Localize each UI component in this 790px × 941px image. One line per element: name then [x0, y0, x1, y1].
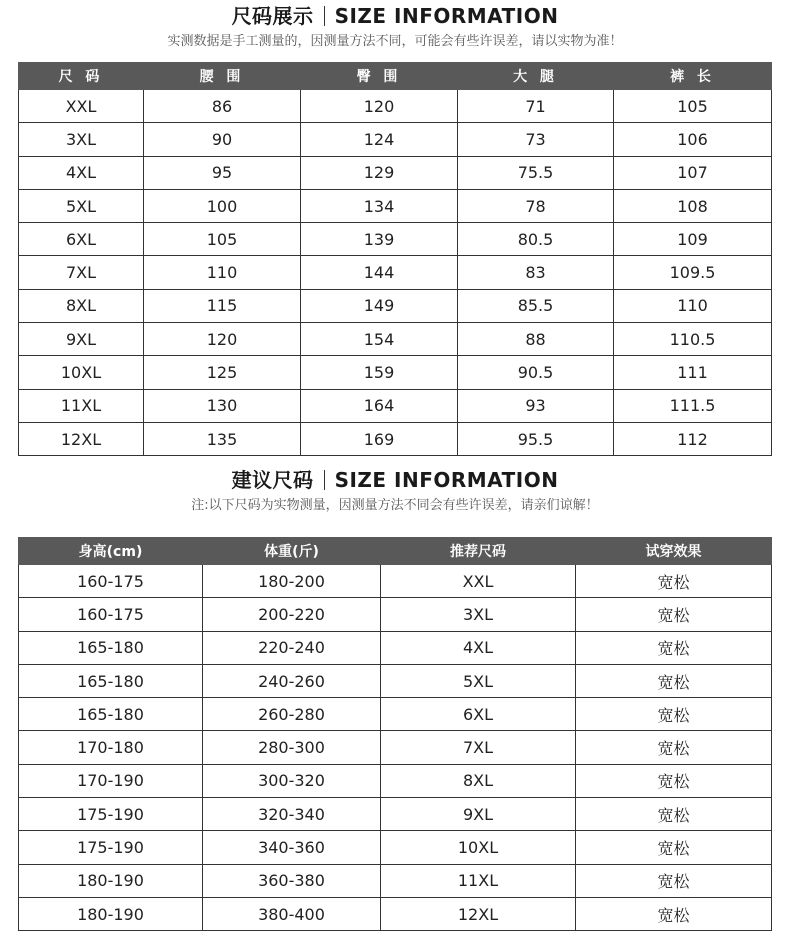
recommend-title: [0, 464, 790, 493]
cell-recommended-size: 6XL: [381, 698, 576, 731]
table-row: [19, 123, 772, 156]
recommend-title-en: SIZE INFORMATION: [334, 468, 559, 492]
size-info-title: [0, 0, 790, 29]
cell-hip: 169: [301, 422, 458, 455]
col-header-size: 尺 码: [19, 63, 144, 90]
cell-weight: 380-400: [203, 897, 381, 930]
cell-weight: 320-340: [203, 798, 381, 831]
cell-weight: 280-300: [203, 731, 381, 764]
table-row: [19, 223, 772, 256]
size-info-title-cn: 尺码展示: [231, 4, 314, 28]
cell-length: 111.5: [614, 389, 772, 422]
cell-thigh: 85.5: [458, 289, 614, 322]
cell-size: 5XL: [19, 189, 144, 222]
cell-height: 160-175: [19, 598, 203, 631]
cell-fit: 宽松: [576, 897, 772, 930]
cell-recommended-size: 9XL: [381, 798, 576, 831]
cell-hip: 139: [301, 223, 458, 256]
cell-length: 112: [614, 422, 772, 455]
table-row: [19, 289, 772, 322]
cell-length: 109.5: [614, 256, 772, 289]
cell-length: 107: [614, 156, 772, 189]
col-header-recommended-size: 推荐尺码: [381, 538, 576, 565]
cell-size: 7XL: [19, 256, 144, 289]
cell-weight: 340-360: [203, 831, 381, 864]
cell-fit: 宽松: [576, 565, 772, 598]
cell-size: 9XL: [19, 323, 144, 356]
cell-fit: 宽松: [576, 698, 772, 731]
cell-hip: 154: [301, 323, 458, 356]
cell-height: 165-180: [19, 631, 203, 664]
table-row: [19, 764, 772, 797]
cell-weight: 260-280: [203, 698, 381, 731]
cell-recommended-size: 11XL: [381, 864, 576, 897]
recommend-note: 注:以下尺码为实物测量，因测量方法不同会有些许误差，请亲们谅解！: [191, 498, 599, 513]
cell-recommended-size: 8XL: [381, 764, 576, 797]
cell-height: 175-190: [19, 798, 203, 831]
cell-waist: 110: [144, 256, 301, 289]
cell-thigh: 78: [458, 189, 614, 222]
cell-thigh: 75.5: [458, 156, 614, 189]
cell-weight: 220-240: [203, 631, 381, 664]
cell-size: 12XL: [19, 422, 144, 455]
cell-waist: 90: [144, 123, 301, 156]
cell-fit: 宽松: [576, 764, 772, 797]
cell-thigh: 73: [458, 123, 614, 156]
cell-thigh: 95.5: [458, 422, 614, 455]
cell-waist: 130: [144, 389, 301, 422]
cell-hip: 124: [301, 123, 458, 156]
table-row: [19, 156, 772, 189]
cell-waist: 135: [144, 422, 301, 455]
cell-size: 4XL: [19, 156, 144, 189]
cell-recommended-size: 12XL: [381, 897, 576, 930]
cell-thigh: 83: [458, 256, 614, 289]
cell-fit: 宽松: [576, 798, 772, 831]
cell-length: 110.5: [614, 323, 772, 356]
table-row: [19, 565, 772, 598]
cell-fit: 宽松: [576, 664, 772, 697]
cell-height: 180-190: [19, 897, 203, 930]
cell-hip: 144: [301, 256, 458, 289]
table-row: [19, 897, 772, 930]
cell-hip: 164: [301, 389, 458, 422]
table-row: [19, 256, 772, 289]
cell-weight: 240-260: [203, 664, 381, 697]
cell-fit: 宽松: [576, 864, 772, 897]
cell-size: 6XL: [19, 223, 144, 256]
cell-waist: 100: [144, 189, 301, 222]
table-header-row: [19, 538, 772, 565]
cell-length: 105: [614, 90, 772, 123]
col-header-hip: 臀 围: [301, 63, 458, 90]
cell-thigh: 93: [458, 389, 614, 422]
table-row: [19, 389, 772, 422]
title-divider: [324, 470, 325, 490]
table-row: [19, 664, 772, 697]
size-measurement-table: [18, 62, 772, 456]
cell-length: 106: [614, 123, 772, 156]
cell-height: 175-190: [19, 831, 203, 864]
col-header-length: 裤 长: [614, 63, 772, 90]
cell-height: 170-180: [19, 731, 203, 764]
size-recommendation-table: [18, 537, 772, 931]
cell-waist: 120: [144, 323, 301, 356]
cell-size: 10XL: [19, 356, 144, 389]
cell-hip: 159: [301, 356, 458, 389]
table-row: [19, 831, 772, 864]
cell-waist: 115: [144, 289, 301, 322]
col-header-weight: 体重(斤): [203, 538, 381, 565]
cell-waist: 105: [144, 223, 301, 256]
cell-height: 165-180: [19, 664, 203, 697]
cell-height: 170-190: [19, 764, 203, 797]
cell-size: XXL: [19, 90, 144, 123]
table-row: [19, 731, 772, 764]
table-row: [19, 798, 772, 831]
cell-length: 108: [614, 189, 772, 222]
cell-hip: 134: [301, 189, 458, 222]
table-row: [19, 90, 772, 123]
size-info-note: 实测数据是手工测量的，因测量方法不同，可能会有些许误差，请以实物为准！: [167, 34, 623, 49]
size-measurement-body: [19, 90, 772, 456]
cell-fit: 宽松: [576, 598, 772, 631]
cell-recommended-size: 5XL: [381, 664, 576, 697]
cell-hip: 120: [301, 90, 458, 123]
col-header-fit: 试穿效果: [576, 538, 772, 565]
cell-thigh: 88: [458, 323, 614, 356]
size-info-title-en: SIZE INFORMATION: [334, 4, 559, 28]
cell-weight: 180-200: [203, 565, 381, 598]
cell-weight: 200-220: [203, 598, 381, 631]
cell-weight: 360-380: [203, 864, 381, 897]
col-header-thigh: 大 腿: [458, 63, 614, 90]
cell-length: 110: [614, 289, 772, 322]
cell-thigh: 71: [458, 90, 614, 123]
cell-weight: 300-320: [203, 764, 381, 797]
table-row: [19, 422, 772, 455]
title-divider: [324, 6, 325, 26]
cell-waist: 86: [144, 90, 301, 123]
size-recommendation-body: [19, 565, 772, 931]
cell-size: 11XL: [19, 389, 144, 422]
cell-waist: 95: [144, 156, 301, 189]
cell-recommended-size: 4XL: [381, 631, 576, 664]
recommend-title-cn: 建议尺码: [231, 468, 314, 492]
table-row: [19, 356, 772, 389]
cell-fit: 宽松: [576, 831, 772, 864]
cell-height: 160-175: [19, 565, 203, 598]
cell-hip: 129: [301, 156, 458, 189]
col-header-height: 身高(cm): [19, 538, 203, 565]
cell-length: 111: [614, 356, 772, 389]
cell-recommended-size: 7XL: [381, 731, 576, 764]
cell-height: 165-180: [19, 698, 203, 731]
table-row: [19, 323, 772, 356]
table-row: [19, 631, 772, 664]
cell-thigh: 80.5: [458, 223, 614, 256]
table-row: [19, 189, 772, 222]
cell-fit: 宽松: [576, 731, 772, 764]
cell-fit: 宽松: [576, 631, 772, 664]
cell-height: 180-190: [19, 864, 203, 897]
cell-waist: 125: [144, 356, 301, 389]
table-row: [19, 598, 772, 631]
table-row: [19, 864, 772, 897]
cell-recommended-size: 3XL: [381, 598, 576, 631]
cell-length: 109: [614, 223, 772, 256]
cell-hip: 149: [301, 289, 458, 322]
table-header-row: [19, 63, 772, 90]
cell-thigh: 90.5: [458, 356, 614, 389]
cell-recommended-size: 10XL: [381, 831, 576, 864]
cell-size: 3XL: [19, 123, 144, 156]
col-header-waist: 腰 围: [144, 63, 301, 90]
table-row: [19, 698, 772, 731]
cell-recommended-size: XXL: [381, 565, 576, 598]
cell-size: 8XL: [19, 289, 144, 322]
